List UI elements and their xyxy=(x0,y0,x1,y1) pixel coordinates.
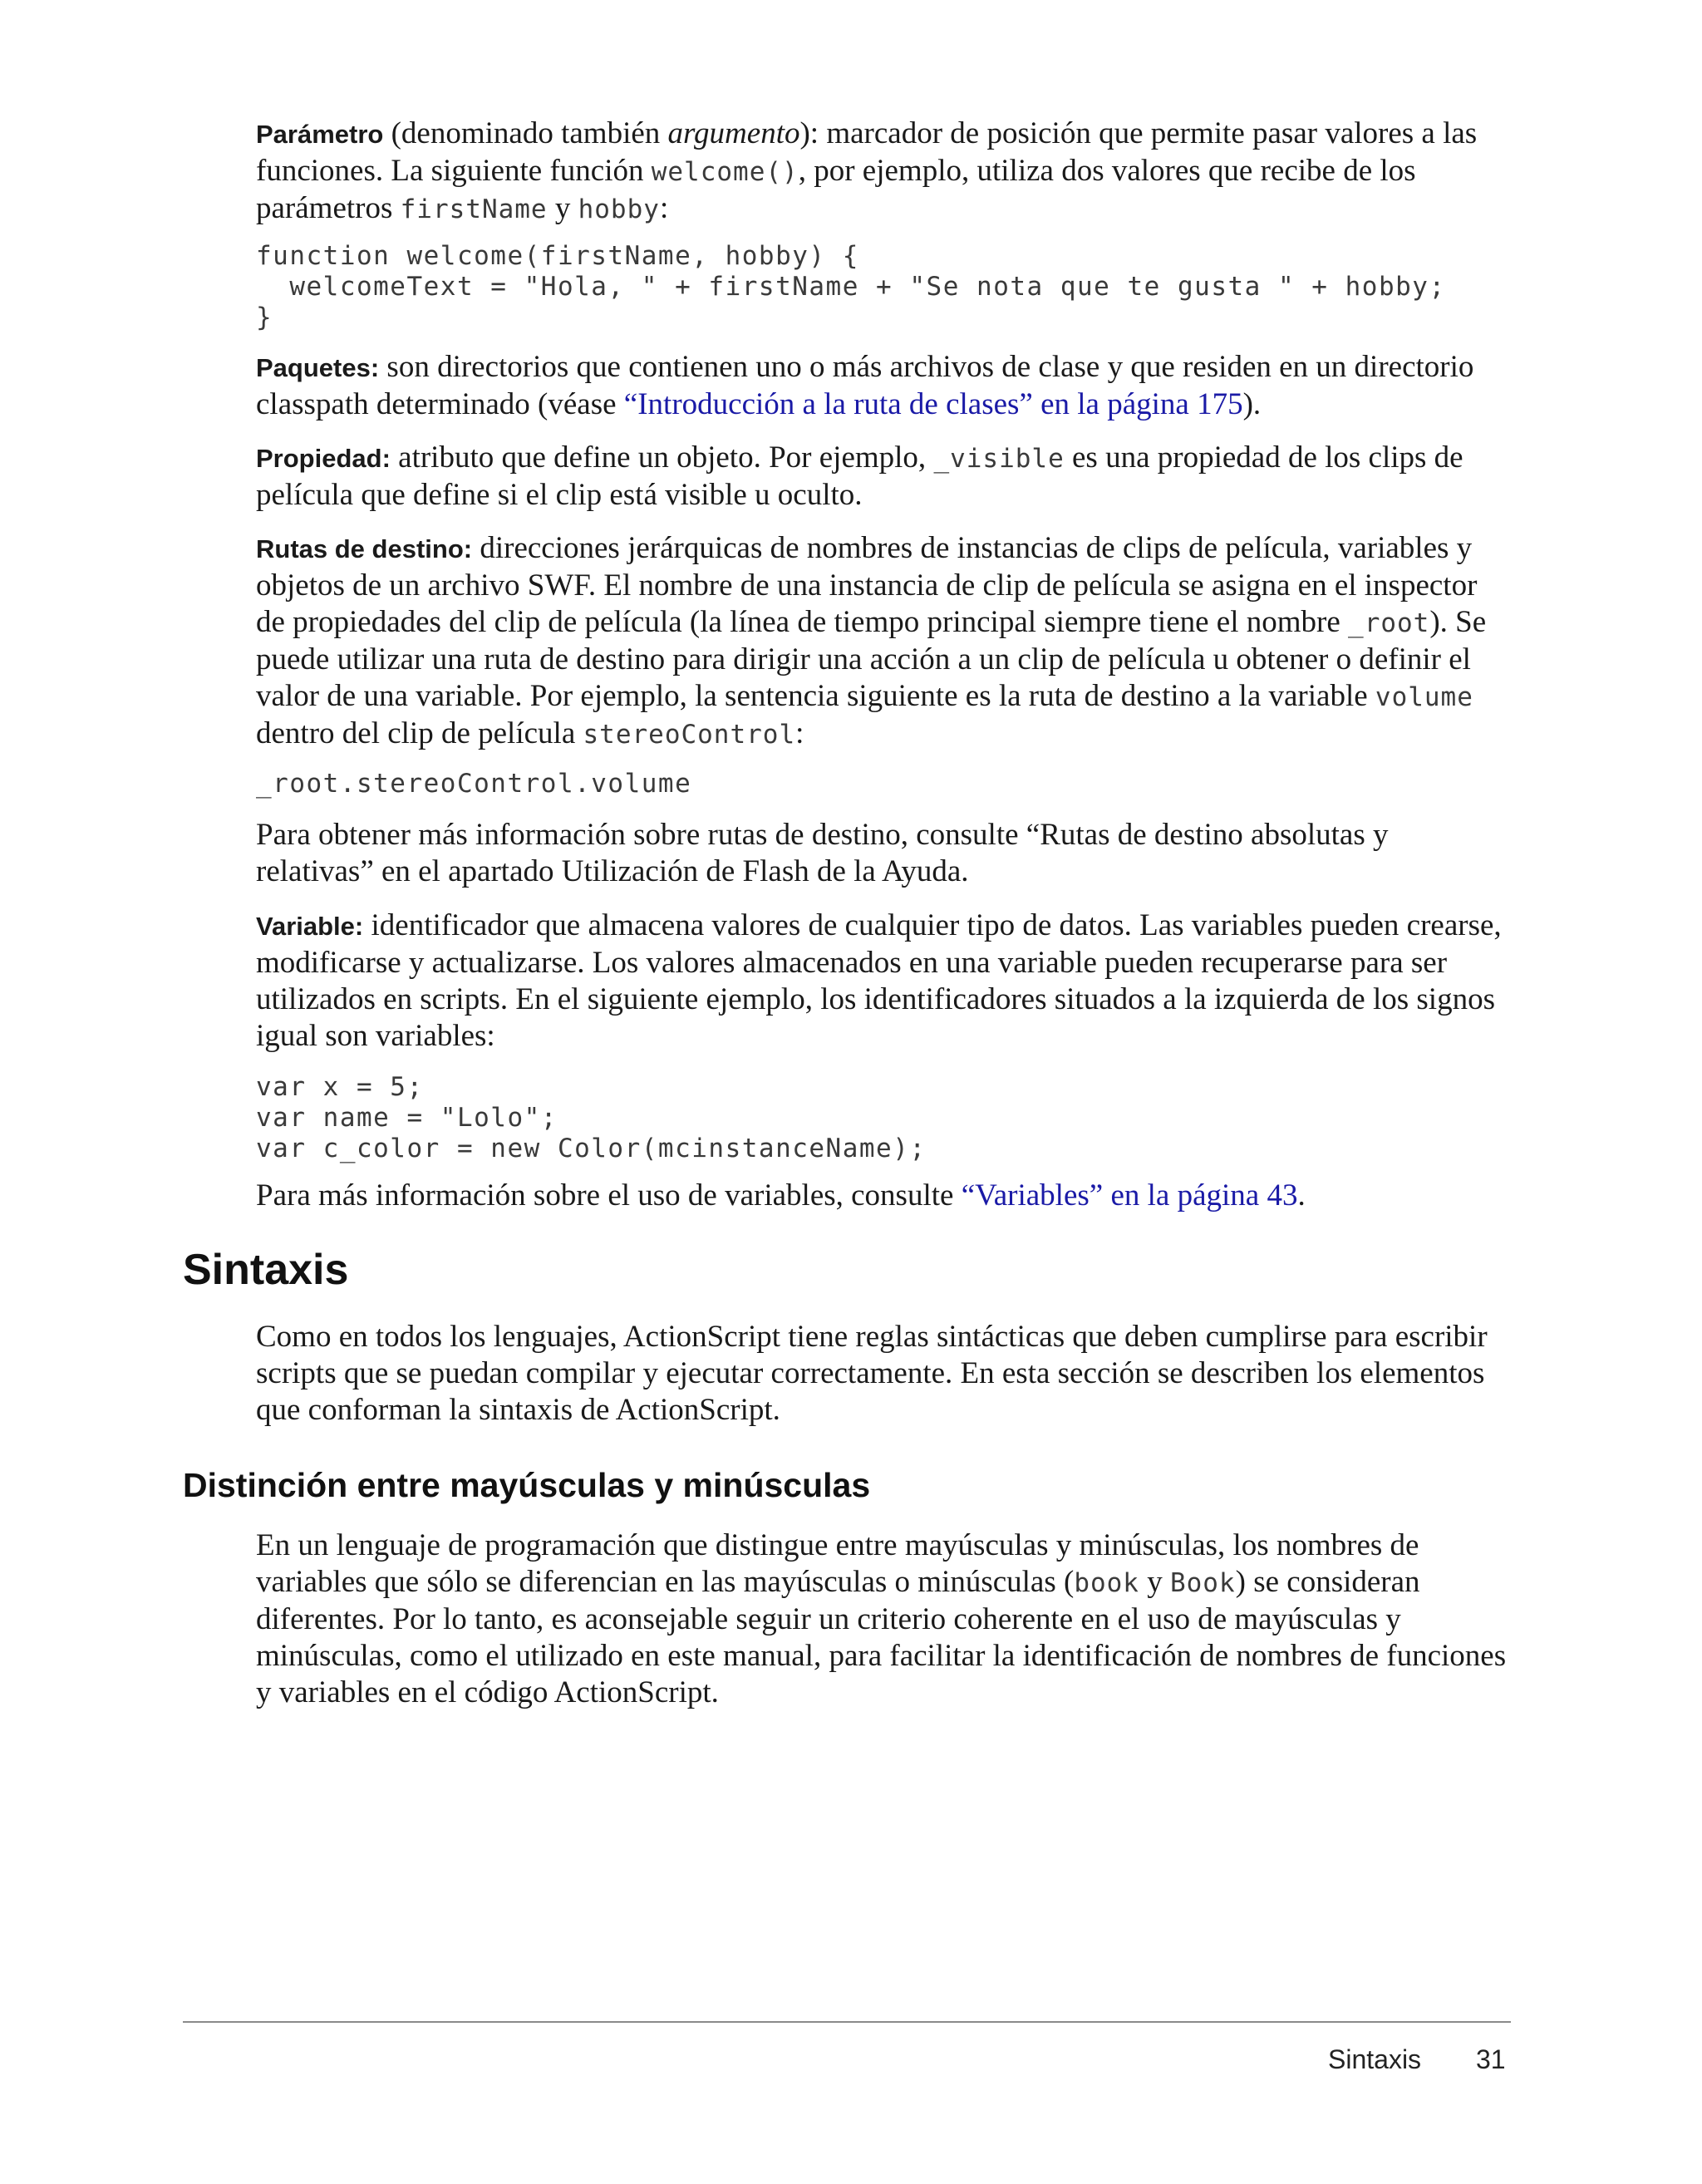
inline-code: _visible xyxy=(933,444,1065,474)
term-label: Paquetes: xyxy=(256,353,380,382)
section-heading: Sintaxis xyxy=(183,1246,349,1294)
text-run: ) se consideran diferentes. Por lo tanto, es aconsejable seguir un criterio coherente en el uso de mayúsculas y minúsculas, como el utilizado en este manual, para facilitar la identificación de nombres de funciones y variables en el código ActionScript. xyxy=(256,1565,1507,1709)
inline-code: hobby xyxy=(578,194,660,224)
text-run: . xyxy=(1297,1178,1306,1213)
code-block: _root.stereoControl.volume xyxy=(256,769,692,799)
definition-variable xyxy=(256,908,1511,1055)
text-run: atributo que define un objeto. Por ejemplo, xyxy=(390,440,934,475)
text-run: , por ejemplo, utiliza dos valores que recibe de los parámetros xyxy=(256,154,1416,225)
definition-text xyxy=(256,349,1511,423)
text-run: identificador que almacena valores de cualquier tipo de datos. Las variables pueden crearse, modificarse y actualizarse. Los valores almacenados en una variable pueden recuperarse para ser utilizados en scripts. En el siguiente ejemplo, los identificadores situados a la izquierda de los signos igual son variables: xyxy=(256,908,1502,1053)
inline-code: Book xyxy=(1169,1568,1236,1598)
code-block: var x = 5; var name = "Lolo"; var c_color = new Color(mcinstanceName); xyxy=(256,1072,927,1163)
term-label: Variable: xyxy=(256,912,364,941)
definition-paquetes xyxy=(256,349,1511,423)
text-run: son directorios que contienen uno o más archivos de clase y que residen en un directorio classpath determinado (véase xyxy=(256,350,1474,421)
text-run: es una propiedad de los clips de película que define si el clip está visible u oculto. xyxy=(256,440,1463,512)
text-run: En un lenguaje de programación que distingue entre mayúsculas y minúsculas, los nombres de variables que sólo se diferencian en las mayúsculas o minúsculas ( xyxy=(256,1528,1419,1599)
mayusculas-paragraph xyxy=(256,1527,1511,1711)
note-paragraph: Para obtener más información sobre rutas de destino, consulte “Rutas de destino absolutas y relativas” en el apartado Utilización de Flash de la Ayuda. xyxy=(256,818,1389,888)
code-block-variables xyxy=(256,1072,1511,1164)
inline-code: book xyxy=(1074,1568,1139,1598)
definition-propiedad xyxy=(256,440,1511,514)
definition-parametro xyxy=(256,116,1511,228)
cross-reference-link[interactable]: “Variables” en la página 43 xyxy=(961,1178,1298,1213)
text-run: y xyxy=(1139,1565,1170,1599)
text-run: y xyxy=(547,191,578,225)
emphasis-text: argumento xyxy=(667,116,800,150)
note-paragraph xyxy=(256,1178,1511,1214)
text-run: ). Se puede utilizar una ruta de destino para dirigir una acción a un clip de película u obtener o definir el valor de una variable. Por ejemplo, la sentencia siguiente es la ruta de destino a la variable xyxy=(256,605,1487,713)
code-block-welcome xyxy=(256,241,1511,333)
inline-code: firstName xyxy=(400,194,548,224)
variable-note xyxy=(256,1178,1511,1214)
text-run: (denominado también xyxy=(383,116,668,150)
cross-reference-link[interactable]: “Introducción a la ruta de clases” en la página 175 xyxy=(623,387,1243,421)
rutas-note xyxy=(256,817,1511,890)
text-run: Para más información sobre el uso de variables, consulte xyxy=(256,1178,962,1213)
text-run: : xyxy=(659,191,669,225)
page-number: 31 xyxy=(1476,2044,1506,2074)
text-run: ): marcador de posición que permite pasar valores a las funciones. La siguiente función xyxy=(256,116,1478,188)
inline-code: _root xyxy=(1348,608,1430,638)
definition-text xyxy=(256,908,1511,1055)
subsection-heading: Distinción entre mayúsculas y minúsculas xyxy=(183,1466,871,1504)
footer-section-name: Sintaxis xyxy=(1328,2044,1422,2074)
term-label: Rutas de destino: xyxy=(256,534,473,563)
definition-text xyxy=(256,530,1511,753)
text-run: direcciones jerárquicas de nombres de instancias de clips de película, variables y objetos de un archivo SWF. El nombre de una instancia de clip de película se asigna en el inspector de propiedades del clip de película (la línea de tiempo principal siempre tiene el nombre xyxy=(256,531,1478,639)
sintaxis-intro xyxy=(256,1319,1511,1429)
code-block-target-path xyxy=(256,769,1511,799)
footer-divider xyxy=(183,2021,1511,2023)
inline-code: stereoControl xyxy=(583,720,796,750)
definition-text xyxy=(256,116,1511,228)
intro-paragraph: Como en todos los lenguajes, ActionScript tiene reglas sintácticas que deben cumplirse para escribir scripts que se puedan compilar y ejecutar correctamente. En esta sección se describen los elementos que conforman la sintaxis de ActionScript. xyxy=(256,1320,1488,1427)
body-paragraph xyxy=(256,1527,1511,1711)
definition-text xyxy=(256,440,1511,514)
definition-rutas-de-destino xyxy=(256,530,1511,753)
inline-code: welcome() xyxy=(651,157,799,187)
text-run: ). xyxy=(1242,387,1262,421)
term-label: Propiedad: xyxy=(256,444,391,473)
text-run: : xyxy=(795,716,804,750)
inline-code: volume xyxy=(1375,682,1473,712)
term-label: Parámetro xyxy=(256,120,384,149)
text-run: dentro del clip de película xyxy=(256,716,583,750)
code-block: function welcome(firstName, hobby) { welcomeText = "Hola, " + firstName + "Se nota que te gusta " + hobby; } xyxy=(256,241,1446,332)
